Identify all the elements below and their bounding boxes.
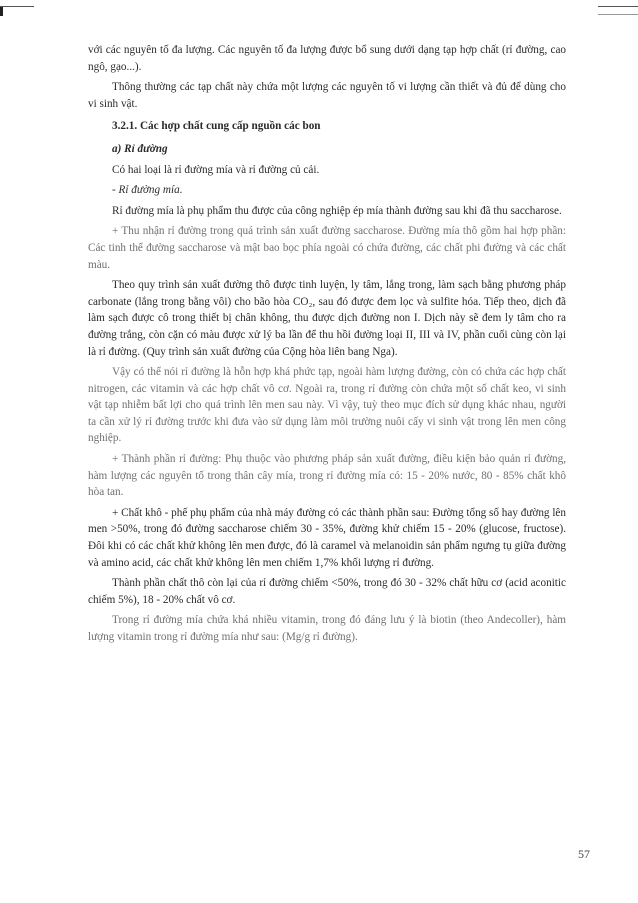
section-heading: 3.2.1. Các hợp chất cung cấp nguồn các bon xyxy=(112,120,321,133)
paragraph: với các nguyên tố đa lượng. Các nguyên tố đa lượng được bổ sung dưới dạng tạp hợp chất (rỉ đường, cao ngô, gạo...). xyxy=(88,44,566,73)
scan-edge-line-left xyxy=(0,6,34,7)
page-number: 57 xyxy=(578,847,590,861)
paragraph: + Thu nhận rỉ đường trong quá trình sản xuất đường saccharose. Đường mía thô gồm hai hợp phần: Các tinh thể đường saccharose và mật bao bọc phía ngoài có chứa đường, các chất phi đường và các chất màu. xyxy=(88,225,566,271)
paragraph: Có hai loại là rỉ đường mía và rỉ đường củ cải. xyxy=(112,163,320,176)
scan-edge-mark xyxy=(0,6,3,16)
scan-edge-line-right-lower xyxy=(598,14,638,15)
paragraph: Trong rỉ đường mía chứa khá nhiều vitamin, trong đó đáng lưu ý là biotin (theo Andecoller), hàm lượng vitamin trong rỉ đường mía như sau: (Mg/g rỉ đường). xyxy=(88,614,566,643)
paragraph: + Thành phần rỉ đường: Phụ thuộc vào phương pháp sản xuất đường, điều kiện bảo quản rỉ đường, hàm lượng các nguyên tố trong thân cây mía, trong rỉ đường mía có: 15 - 20% nước, 80 - 85% chất khô hòa tan. xyxy=(88,453,566,499)
paragraph: Thành phần chất thô còn lại của rỉ đường chiếm <50%, trong đó 30 - 32% chất hữu cơ (acid aconitic chiếm 5%), 18 - 20% chất vô cơ. xyxy=(88,577,566,606)
paragraph: Vậy có thể nói rỉ đường là hỗn hợp khá phức tạp, ngoài hàm lượng đường, còn có chứa các hợp chất nitrogen, các vitamin và các hợp chất vô cơ. Ngoài ra, trong rỉ đường còn chứa một số chất keo, vi sinh vật tạp nhiễm bất lợi cho quá trình lên men sau này. Vì vậy, tuỳ theo mục đích sử dụng khác nhau, người ta cần xử lý rỉ đường trước khi đưa vào sử dụng làm môi trường nuôi cấy vi sinh vật trong lên men công nghiệp. xyxy=(88,366,566,445)
page-body xyxy=(88,42,566,650)
paragraph: Rỉ đường mía là phụ phẩm thu được của công nghiệp ép mía thành đường sau khi đã thu saccharose. xyxy=(112,204,562,217)
scan-edge-line-right xyxy=(598,6,638,7)
paragraph: Theo quy trình sản xuất đường thô được tinh luyện, ly tâm, lắng trong, làm sạch bằng phương pháp carbonate (lắng trong bằng vôi) cho bão hòa CO₂, sau đó được đem lọc và sulfite hóa. Tiếp theo, dịch đã làm sạch được cô trong thiết bị chân không, thu được dịch đường non I. Dịch này sẽ đem ly tâm cho ra đường trắng, còn cặn có màu được xử lý ba lần để thu hồi đường loại II, III và IV, phần cuối cùng còn lại là rỉ đường. (Quy trình sản xuất đường của Cộng hòa liên bang Nga). xyxy=(88,279,566,358)
paragraph: Thông thường các tạp chất này chứa một lượng các nguyên tố vi lượng cần thiết và đủ để dùng cho vi sinh vật. xyxy=(88,81,566,110)
paragraph: + Chất khô - phế phụ phẩm của nhà máy đường có các thành phần sau: Đường tổng số hay đường lên men >50%, trong đó đường saccharose chiếm 30 - 35%, đường khử chiếm 15 - 20% (glucose, fructose). Đôi khi có các chất khử không lên men được, đó là caramel và melanoidin sản phẩm ngưng tụ giữa đường và amino acid, các chất khử không lên men chiếm 1,7% khối lượng rỉ đường. xyxy=(88,506,566,569)
list-heading: - Rỉ đường mía. xyxy=(112,184,183,197)
subsection-heading: a) Rỉ đường xyxy=(112,142,168,155)
